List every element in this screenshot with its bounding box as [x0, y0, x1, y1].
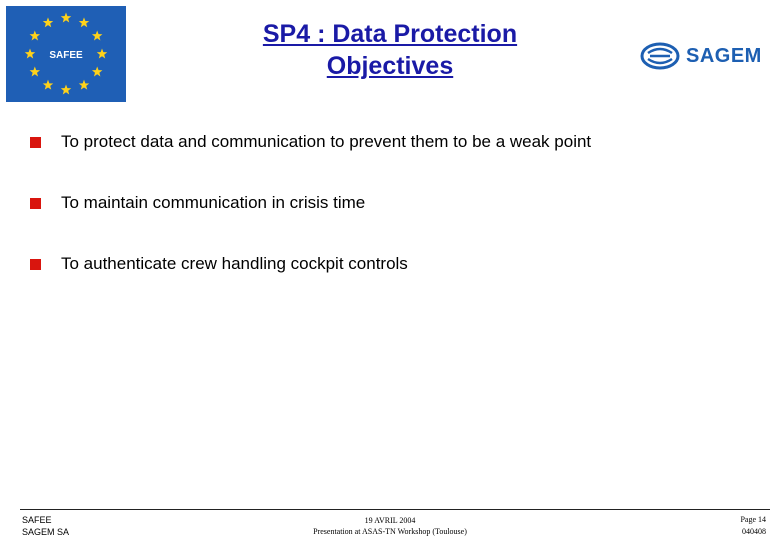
objectives-list: [30, 130, 770, 313]
square-bullet-icon: [30, 259, 41, 270]
footer-org: SAFEE: [22, 515, 52, 525]
footer-center: [240, 515, 540, 537]
list-item: [30, 191, 770, 215]
star-icon: [97, 49, 107, 59]
page-title: [200, 18, 580, 82]
star-icon: [61, 85, 71, 95]
star-icon: [61, 13, 71, 23]
square-bullet-icon: [30, 198, 41, 209]
footer-company: SAGEM SA: [22, 527, 70, 537]
bullet-text: To authenticate crew handling cockpit controls: [61, 254, 408, 273]
footer-event: Presentation at ASAS-TN Workshop (Toulouse): [313, 527, 467, 536]
sagem-logo-text: SAGEM: [686, 44, 762, 67]
star-icon: [92, 31, 102, 41]
eu-stars-emblem: [6, 6, 126, 102]
bullet-text: To maintain communication in crisis time: [61, 193, 366, 212]
footer-left: [22, 514, 69, 538]
bullet-text: To protect data and communication to prevent them to be a weak point: [61, 132, 592, 151]
star-icon: [79, 17, 89, 27]
footer-divider: [20, 509, 770, 510]
safee-logo: [6, 6, 126, 102]
star-icon: [43, 17, 53, 27]
list-item: [30, 130, 770, 154]
square-bullet-icon: [30, 137, 41, 148]
footer-right: [740, 514, 766, 538]
page-number: Page 14: [740, 515, 766, 524]
star-icon: [79, 80, 89, 90]
star-icon: [43, 80, 53, 90]
title-line-2: Objectives: [326, 52, 454, 80]
document-code: 040408: [742, 527, 766, 536]
list-item: [30, 252, 770, 276]
star-icon: [30, 67, 40, 77]
star-icon: [92, 67, 102, 77]
star-icon: [25, 49, 35, 59]
footer-date: 19 AVRIL 2004: [364, 516, 416, 525]
sagem-mark-icon: [640, 41, 680, 71]
sagem-logo: [640, 38, 774, 74]
safee-logo-text: SAFEE: [49, 50, 83, 61]
star-icon: [30, 31, 40, 41]
title-line-1: SP4 : Data Protection: [262, 20, 518, 48]
